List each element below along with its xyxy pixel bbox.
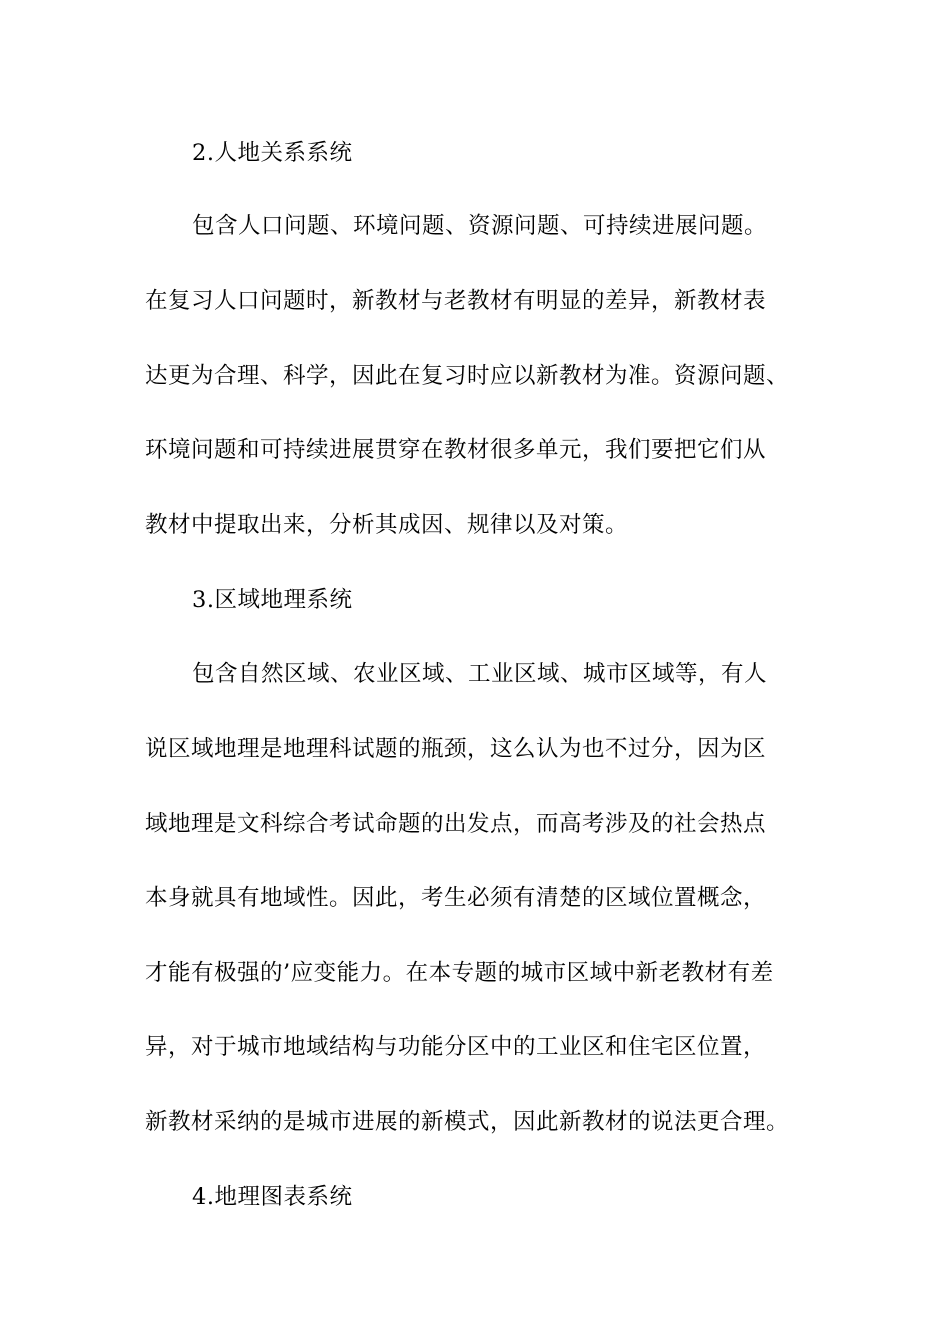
paragraph-line: 本身就具有地域性。因此，考生必须有清楚的区域位置概念， — [145, 885, 767, 911]
paragraph-line: 教材中提取出来，分析其成因、规律以及对策。 — [145, 512, 629, 538]
paragraph-line: 异，对于城市地域结构与功能分区中的工业区和住宅区位置， — [145, 1034, 767, 1060]
section-heading: 3.区域地理系统 — [192, 587, 353, 613]
paragraph-line: 包含自然区域、农业区域、工业区域、城市区域等，有人 — [192, 661, 768, 687]
section-heading: 2.人地关系系统 — [192, 140, 353, 166]
paragraph-line: 在复习人口问题时，新教材与老教材有明显的差异，新教材表 — [145, 288, 767, 314]
section-heading: 4.地理图表系统 — [192, 1184, 353, 1210]
paragraph-line: 域地理是文科综合考试命题的出发点，而高考涉及的社会热点 — [145, 811, 767, 837]
paragraph-line: 新教材采纳的是城市进展的新模式，因此新教材的说法更合理。 — [145, 1109, 790, 1135]
paragraph-line: 达更为合理、科学，因此在复习时应以新教材为准。资源问题、 — [145, 363, 790, 389]
paragraph-line: 说区域地理是地理科试题的瓶颈，这么认为也不过分，因为区 — [145, 736, 767, 762]
paragraph-line: 才能有极强的’应变能力。在本专题的城市区域中新老教材有差 — [145, 960, 774, 986]
paragraph-line: 包含人口问题、环境问题、资源问题、可持续进展问题。 — [192, 213, 768, 239]
paragraph-line: 环境问题和可持续进展贯穿在教材很多单元，我们要把它们从 — [145, 437, 767, 463]
